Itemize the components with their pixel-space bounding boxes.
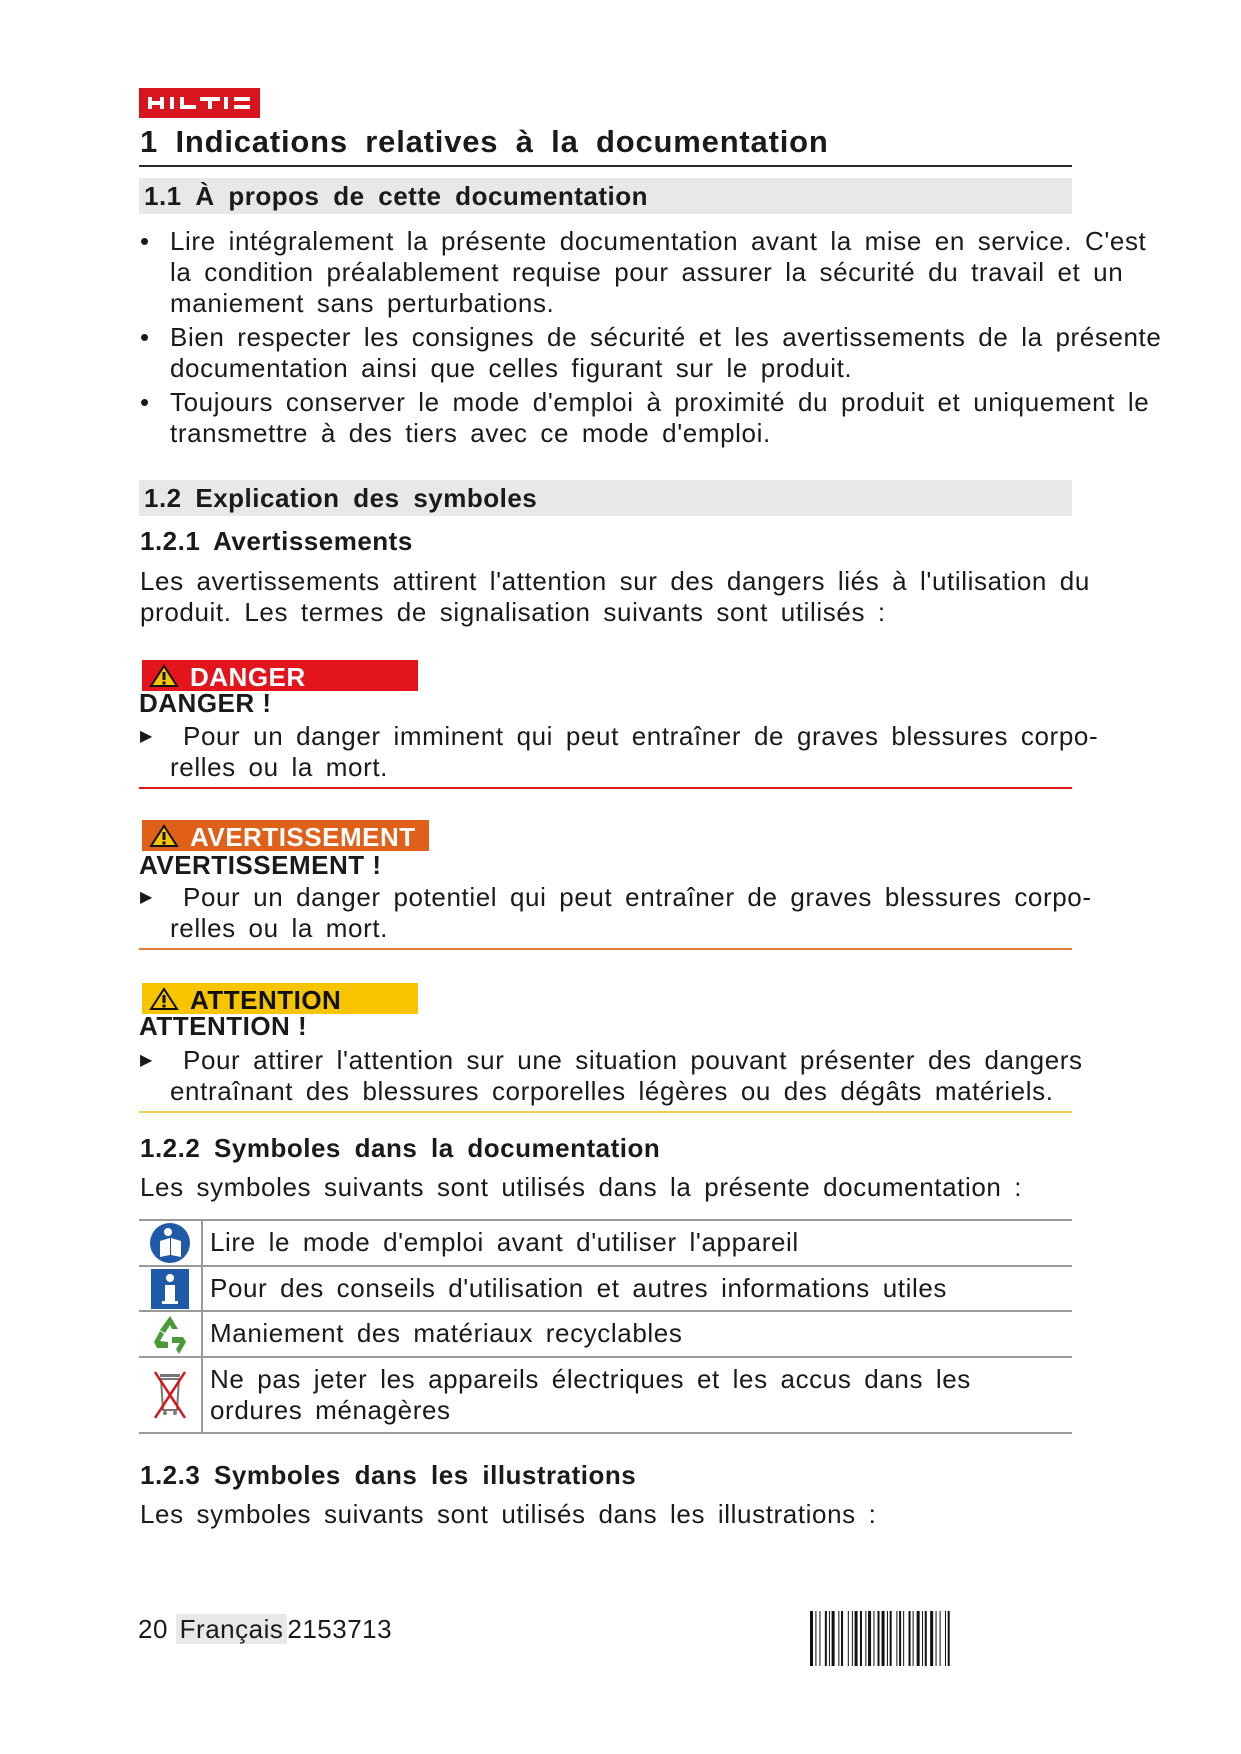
barcode-bar xyxy=(945,1611,946,1666)
illustration-symbols-intro: Les symboles suivants sont utilisés dans les illustrations : xyxy=(140,1499,877,1529)
warning-triangle-icon xyxy=(149,824,179,848)
barcode-bar xyxy=(848,1611,849,1666)
barcode-bar xyxy=(899,1611,901,1666)
warning-label xyxy=(142,820,429,851)
barcode-bar xyxy=(825,1611,827,1666)
symbol-text: Ne pas jeter les appareils électriques et les accus dans les ordures ménagères xyxy=(210,1364,971,1425)
warnings-intro: Les avertissements attirent l'attention sur des dangers liés à l'utilisation du produit. Les termes de signalisation suivants sont utilisés : xyxy=(140,566,1090,627)
barcode-icon xyxy=(810,1611,1062,1666)
hilti-logo xyxy=(139,88,260,118)
danger-description xyxy=(140,721,1140,783)
barcode-bar xyxy=(832,1611,835,1666)
danger-title: DANGER ! xyxy=(139,688,272,718)
doc-symbols-table xyxy=(139,1219,1072,1434)
warning-triangle-icon xyxy=(149,987,179,1011)
caution-title: ATTENTION ! xyxy=(139,1011,308,1041)
warning-description xyxy=(140,882,1140,944)
subsection-1-2-3-title: 1.2.3 Symboles dans les illustrations xyxy=(140,1460,637,1490)
danger-desc-text: Pour un danger imminent qui peut entraîner de graves blessures corpo-relles ou la mort. xyxy=(170,721,1099,782)
danger-label xyxy=(142,660,418,691)
symbol-text: Lire le mode d'emploi avant d'utiliser l'appareil xyxy=(210,1227,799,1257)
caution-label-text: ATTENTION xyxy=(190,985,342,1015)
bullet-item: • Lire intégralement la présente documentation avant la mise en service. C'est la condition préalablement requise pour assurer la sécurité du travail et un maniement sans perturbations. xyxy=(140,226,1170,319)
table-row xyxy=(139,1219,1072,1265)
doc-symbols-intro: Les symboles suivants sont utilisés dans la présente documentation : xyxy=(140,1172,1023,1202)
recycle-icon xyxy=(139,1312,203,1356)
section-1-2-heading xyxy=(139,480,1072,516)
barcode-bar xyxy=(925,1611,927,1666)
subsection-1-2-2-title: 1.2.2 Symboles dans la documentation xyxy=(140,1133,661,1163)
warning-label-text: AVERTISSEMENT xyxy=(190,822,416,852)
barcode-bar xyxy=(868,1611,871,1666)
chapter-title: 1 Indications relatives à la documentation xyxy=(140,124,829,159)
barcode-bar xyxy=(913,1611,914,1666)
caution-desc-text: Pour attirer l'attention sur une situation pouvant présenter des dangers entraînant des blessures corporelles légères ou des dégâts matériels. xyxy=(170,1045,1083,1106)
bullet-item: • Toujours conserver le mode d'emploi à proximité du produit et uniquement le transmettre à des tiers avec ce mode d'emploi. xyxy=(140,387,1170,449)
info-icon xyxy=(139,1267,203,1310)
section-1-1-title: 1.1 À propos de cette documentation xyxy=(144,181,649,211)
barcode-bar xyxy=(903,1611,904,1666)
barcode-bar xyxy=(838,1611,839,1666)
barcode-bar xyxy=(948,1611,950,1666)
barcode-bar xyxy=(855,1611,858,1666)
warning-rule xyxy=(139,948,1072,950)
caution-rule xyxy=(139,1111,1072,1113)
barcode-bar xyxy=(873,1611,874,1666)
section-1-1-heading xyxy=(139,178,1072,214)
barcode-bar xyxy=(819,1611,820,1666)
caution-description xyxy=(140,1045,1140,1107)
warning-triangle-icon xyxy=(149,664,179,688)
footer-language: Français xyxy=(176,1614,288,1644)
section-1-1-bullets xyxy=(140,226,1170,452)
barcode-bar xyxy=(852,1611,853,1666)
barcode-bar xyxy=(841,1611,843,1666)
table-row xyxy=(139,1356,1072,1434)
barcode-bar xyxy=(922,1611,923,1666)
barcode-bar xyxy=(815,1611,816,1666)
barcode-bar xyxy=(810,1611,813,1666)
barcode-bar xyxy=(890,1611,892,1666)
symbol-text: Maniement des matériaux recyclables xyxy=(210,1318,683,1348)
chapter-rule xyxy=(139,165,1072,167)
page-number: 20 xyxy=(138,1614,168,1644)
barcode-bar xyxy=(940,1611,941,1666)
doc-number: 2153713 xyxy=(287,1614,393,1644)
barcode-bar xyxy=(896,1611,897,1666)
page-footer xyxy=(138,1614,392,1645)
arrow-icon: ▶ xyxy=(140,1052,153,1069)
symbol-text: Pour des conseils d'utilisation et autres informations utiles xyxy=(210,1273,948,1303)
barcode-bar xyxy=(878,1611,880,1666)
barcode-bar xyxy=(829,1611,830,1666)
arrow-icon: ▶ xyxy=(140,728,153,745)
section-1-2-title: 1.2 Explication des symboles xyxy=(144,483,538,513)
table-row xyxy=(139,1310,1072,1356)
warning-desc-text: Pour un danger potentiel qui peut entraîner de graves blessures corpo-relles ou la mort. xyxy=(170,882,1092,943)
subsection-1-2-1-title: 1.2.1 Avertissements xyxy=(140,526,413,556)
caution-label xyxy=(142,983,418,1014)
danger-label-text: DANGER xyxy=(190,662,306,692)
bullet-item: • Bien respecter les consignes de sécurité et les avertissements de la présente documentation ainsi que celles figurant sur le produit. xyxy=(140,322,1170,384)
table-row xyxy=(139,1265,1072,1310)
read-manual-icon xyxy=(139,1221,203,1265)
barcode-bar xyxy=(936,1611,937,1666)
barcode-bar xyxy=(860,1611,862,1666)
warning-title: AVERTISSEMENT ! xyxy=(139,850,382,880)
barcode-bar xyxy=(917,1611,920,1666)
barcode-bar xyxy=(909,1611,911,1666)
barcode-bar xyxy=(930,1611,933,1666)
crossed-bin-icon xyxy=(139,1358,203,1432)
barcode-bar xyxy=(887,1611,888,1666)
arrow-icon: ▶ xyxy=(140,889,153,906)
barcode-bar xyxy=(882,1611,885,1666)
barcode-bar xyxy=(865,1611,866,1666)
danger-rule xyxy=(139,787,1072,789)
